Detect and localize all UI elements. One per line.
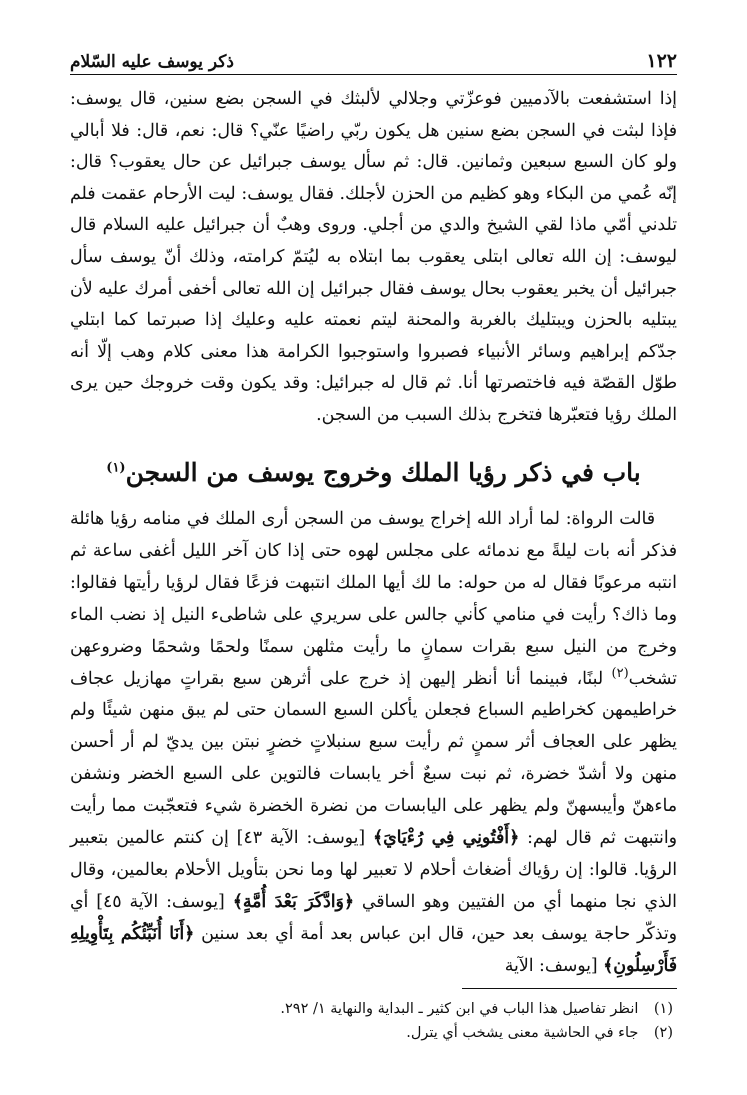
footnote-text: انظر تفاصيل هذا الباب في ابن كثير ـ البداية والنهاية ١/ ٢٩٢. bbox=[280, 1001, 639, 1017]
footnote-1 bbox=[70, 997, 677, 1021]
quran-verse: ﴿وَادَّكَرَ بَعْدَ أُمَّةٍ﴾ bbox=[232, 891, 354, 912]
chapter-paragraph bbox=[70, 504, 677, 983]
footnotes bbox=[70, 997, 677, 1045]
text-run: [يوسف: الآية ٤٥] أي وتذكّر حاجة يوسف بعد حين، قال ابن عباس بعد أمة أي بعد سنين bbox=[70, 891, 677, 944]
footnote-marker-1: (١) bbox=[106, 460, 126, 476]
header-divider bbox=[70, 74, 677, 75]
footnote-number: (١) bbox=[653, 1001, 673, 1017]
text-run: قالت الرواة: لما أراد الله إخراج يوسف من السجن أرى الملك في منامه رؤيا هائلة فذكر أنه بات ليلةً مع ندمائه على مجلس لهوه حتى إذا كان آخر الليل أغفى ساعة ثم انتبه مرعوبًا فقال له من حوله: ما لك أيها الملك انتبهت فزعًا فقال لرؤيا رأيتها فقالوا: وما ذاك؟ رأيت في منامي كأني جالس على سريري على شاطىء النيل إذ نضب الماء وخرج من النيل سبع بقرات سمانٍ ما رأيت مثلهن سمنًا ولحمًا وشحمًا وضروعهن تشخب bbox=[70, 509, 677, 689]
running-header bbox=[70, 38, 677, 72]
footnote-text: جاء في الحاشية معنى يشخب أي يترل. bbox=[406, 1025, 639, 1041]
chapter-heading bbox=[70, 448, 677, 498]
quran-verse: ﴿أَفْتُونِي فِي رُءْيَايَ﴾ bbox=[373, 828, 520, 849]
main-text-block bbox=[70, 84, 677, 432]
text-run: [يوسف: الآية bbox=[504, 955, 604, 976]
footnote-divider bbox=[462, 988, 677, 989]
chapter-text-block bbox=[70, 504, 677, 983]
chapter-heading-text: باب في ذكر رؤيا الملك وخروج يوسف من السجن bbox=[125, 458, 641, 487]
footnote-2 bbox=[70, 1021, 677, 1045]
text-run: [يوسف: الآية ٤٣] إن كنتم عالمين بتعبير الرؤيا. قالوا: إن رؤياك أضغاث أحلام لا تعبير لها وما نحن بتأويل الأحلام بعالمين، وقال الذي نجا منهما أي من الفتيين وهو الساقي bbox=[70, 828, 677, 912]
footnote-marker-2: (٢) bbox=[611, 665, 629, 681]
text-run: لبنًا، فبينما أنا أنظر إليهن إذ خرج على أثرهن سبع بقراتٍ مهازيل عجاف خراطيمهن كخراطيم السباع فجعلن يأكلن السبع السمان حتى لم يبق منهن شيئًا ولم يظهر على العجاف أثر سمنٍ ثم رأيت سبع سنبلاتٍ خضرٍ نبتن بين يديّ لم أر أحسن منهن ولا أشدّ خضرة، ثم نبت سبعٌ أخر يابسات فالتوين على السبع الخضر ونشفن ماءهنّ وأيبسهنّ ولم يظهر على اليابسات من نضرة الخضرة شيء فتعجّبت مما رأيت وانتبهت ثم قال لهم: bbox=[70, 668, 677, 849]
quran-verse: ﴿أَنَا أُنَبِّئُكُم بِتَأْوِيلِهِ فَأَرْسِلُونِ﴾ bbox=[70, 923, 677, 976]
page-number: ١٢٢ bbox=[646, 50, 677, 72]
paragraph-continuation: إذا استشفعت بالآدميين فوعزّتي وجلالي لألبثك في السجن بضع سنين، قال يوسف: فإذا لبثت في السجن بضع سنين هل يكون ربّي راضيًا عنّي؟ قال: نعم، قال: فلا أبالي ولو كان السبع سبعين وثمانين. قال: ثم سأل يوسف جبرائيل عن حال يعقوب؟ قال: إنّه عُمي من البكاء وهو كظيم من الحزن لأجلك. فقال يوسف: ليت الأرحام عقمت فلم تلدني أمّي ماذا لقي الشيخ والدي من أجلي. وروى وهبٌ أن جبرائيل عليه السلام قال ليوسف: إن الله تعالى ابتلى يعقوب بما ابتلاه به ليُتمّ كرامته، وذلك أنّ يوسف سأل جبرائيل أن يخبر يعقوب بحال يوسف فقال جبرائيل إن الله تعالى أخفى أمرك عليه لأن يبتليه بالحزن ويبتليك بالغربة والمحنة ليتم نعمته عليه وعليك إذا صبرتما كما ابتلي جدّكم إبراهيم وسائر الأنبياء فصبروا واستوجبوا الكرامة هذا معنى كلام وهب إلّا أنه طوّل القصّة فيه فاختصرتها أنا. ثم قال له جبرائيل: وقد يكون وقت خروجك حين يرى الملك رؤيا فتعبّرها فتخرج بذلك السبب من السجن. bbox=[70, 89, 677, 425]
running-title: ذكر يوسف عليه السّلام bbox=[70, 52, 234, 72]
footnote-number: (٢) bbox=[653, 1025, 673, 1041]
